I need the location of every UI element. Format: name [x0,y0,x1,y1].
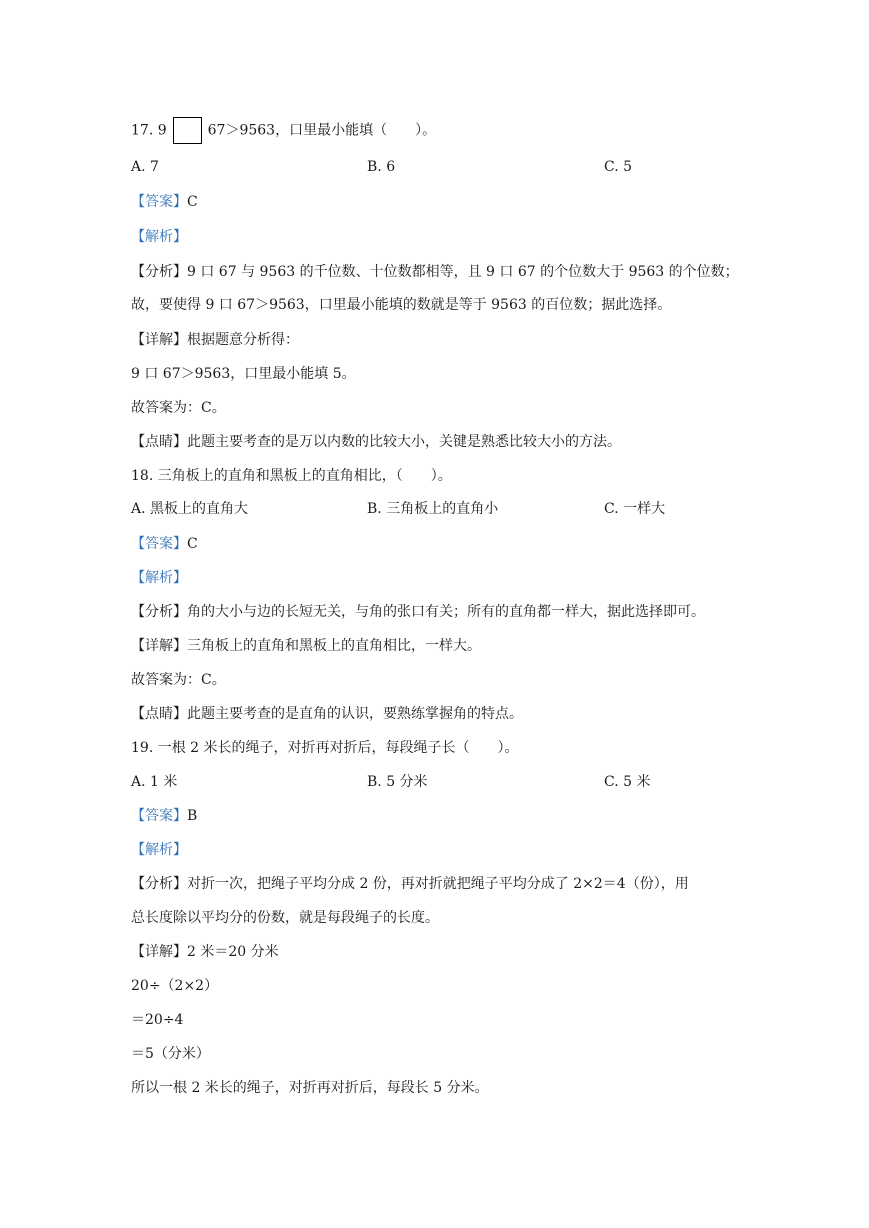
q17-xiangjie [131,330,299,350]
q18-stem: 18. 三角板上的直角和黑板上的直角相比，（ ）。 [131,468,452,484]
dianjing-tag: 【点睛】 [131,706,187,722]
q17-option-a: A. 7 [131,159,159,175]
dianjing-text: 此题主要考查的是直角的认识，要熟练掌握角的特点。 [187,706,523,722]
dianjing-tag: 【点睛】 [131,434,187,450]
answer-value: B [187,808,198,824]
q17-fenxi-line2: 故，要使得 9 口 67＞9563，口里最小能填的数就是等于 9563 的百位数；据此选择。 [131,297,672,313]
fenxi-text: 9 口 67 与 9563 的千位数、十位数都相等，且 9 口 67 的个位数大于 9563 的个位数； [187,264,739,280]
q18-fenxi [131,602,705,622]
xiangjie-text: 2 米＝20 分米 [187,944,279,960]
q17-prefix: 17. 9 [131,122,167,139]
q19-fenxi-line1 [131,874,689,894]
q17-option-c: C. 5 [604,159,633,175]
answer-tag: 【答案】 [131,808,187,824]
answer-tag: 【答案】 [131,194,187,210]
q17-option-b: B. 6 [367,159,396,175]
q19-option-c: C. 5 米 [604,774,651,790]
answer-value: C [187,536,198,552]
xiangjie-tag: 【详解】 [131,944,187,960]
q17-xiangjie-line2: 9 口 67＞9563，口里最小能填 5。 [131,366,356,382]
q17-analysis-tag: 【解析】 [131,229,187,245]
q19-option-b: B. 5 分米 [367,774,428,790]
q19-calc-line2: ＝20÷4 [131,1012,184,1028]
blank-box [173,117,202,144]
q18-analysis-tag: 【解析】 [131,570,187,586]
q18-option-c: C. 一样大 [604,501,666,517]
q17-stem [131,117,436,144]
q18-option-a: A. 黑板上的直角大 [131,501,249,517]
q18-xiangjie [131,636,481,656]
fenxi-text: 对折一次，把绳子平均分成 2 份，再对折就把绳子平均分成了 2×2＝4（份），用 [187,876,689,892]
fenxi-tag: 【分析】 [131,604,187,620]
q18-option-b: B. 三角板上的直角小 [367,501,499,517]
q19-calc-line1: 20÷（2×2） [131,978,219,994]
xiangjie-text: 三角板上的直角和黑板上的直角相比，一样大。 [187,638,481,654]
fenxi-tag: 【分析】 [131,264,187,280]
q19-option-a: A. 1 米 [131,774,178,790]
answer-tag: 【答案】 [131,536,187,552]
q17-dianjing [131,432,621,452]
xiangjie-text: 根据题意分析得： [187,332,299,348]
xiangjie-tag: 【详解】 [131,638,187,654]
q19-xiangjie [131,942,279,962]
q17-answer [131,192,198,212]
q18-dianjing [131,704,523,724]
fenxi-text: 角的大小与边的长短无关，与角的张口有关；所有的直角都一样大，据此选择即可。 [187,604,705,620]
q19-conclusion: 所以一根 2 米长的绳子，对折再对折后，每段长 5 分米。 [131,1080,489,1096]
answer-value: C [187,194,198,210]
q17-suffix: 67＞9563，口里最小能填（ ）。 [207,122,437,139]
q17-fenxi-line1 [131,262,739,282]
q19-answer [131,806,197,826]
fenxi-tag: 【分析】 [131,876,187,892]
q17-conclusion: 故答案为：C。 [131,400,226,416]
q19-stem: 19. 一根 2 米长的绳子，对折再对折后，每段绳子长（ ）。 [131,740,519,756]
dianjing-text: 此题主要考查的是万以内数的比较大小，关键是熟悉比较大小的方法。 [187,434,621,450]
q19-fenxi-line2: 总长度除以平均分的份数，就是每段绳子的长度。 [131,910,439,926]
xiangjie-tag: 【详解】 [131,332,187,348]
q19-calc-line3: ＝5（分米） [131,1046,210,1062]
q19-analysis-tag: 【解析】 [131,842,187,858]
q18-conclusion: 故答案为：C。 [131,672,226,688]
q18-answer [131,534,198,554]
